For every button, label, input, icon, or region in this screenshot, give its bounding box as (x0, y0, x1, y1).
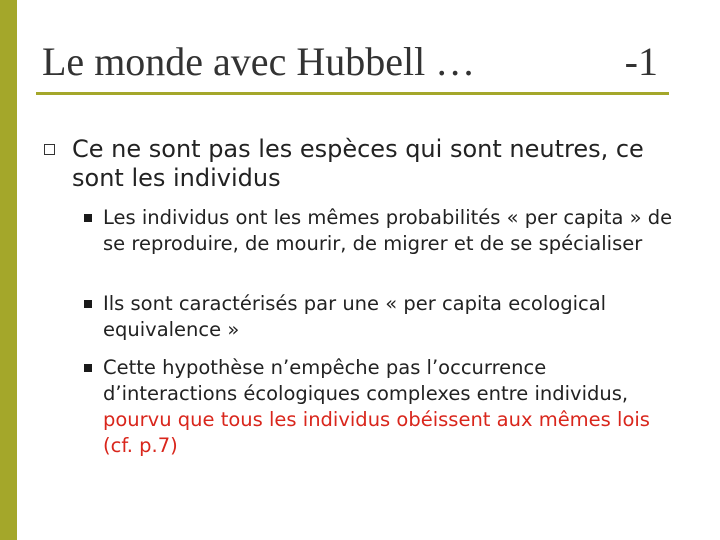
hollow-square-bullet-icon (44, 144, 55, 155)
main-bullet-text: Ce ne sont pas les espèces qui sont neutres, ce sont les individus (72, 135, 644, 192)
sub-bullet-3 (84, 355, 684, 459)
left-accent-bar (0, 0, 17, 540)
sub-bullet-text (103, 355, 684, 459)
sub-bullet-1 (84, 205, 684, 257)
main-bullet (44, 135, 684, 193)
title-divider (36, 92, 669, 95)
sub-bullet-text-plain: Cette hypothèse n’empêche pas l’occurrence d’interactions écologiques complexes entre individus, (103, 356, 629, 405)
slide-title: Le monde avec Hubbell … (42, 39, 476, 84)
filled-square-bullet-icon (84, 214, 92, 222)
slide-number: -1 (624, 39, 658, 84)
filled-square-bullet-icon (84, 300, 92, 308)
filled-square-bullet-icon (84, 364, 92, 372)
sub-bullet-text: Les individus ont les mêmes probabilités « per capita » de se reproduire, de mourir, de migrer et de se spécialiser (103, 206, 673, 255)
sub-bullet-2 (84, 291, 684, 343)
sub-bullet-text-highlight: pourvu que tous les individus obéissent aux mêmes lois (cf. p.7) (103, 408, 650, 457)
sub-bullet-text: Ils sont caractérisés par une « per capita ecological equivalence » (103, 292, 607, 341)
